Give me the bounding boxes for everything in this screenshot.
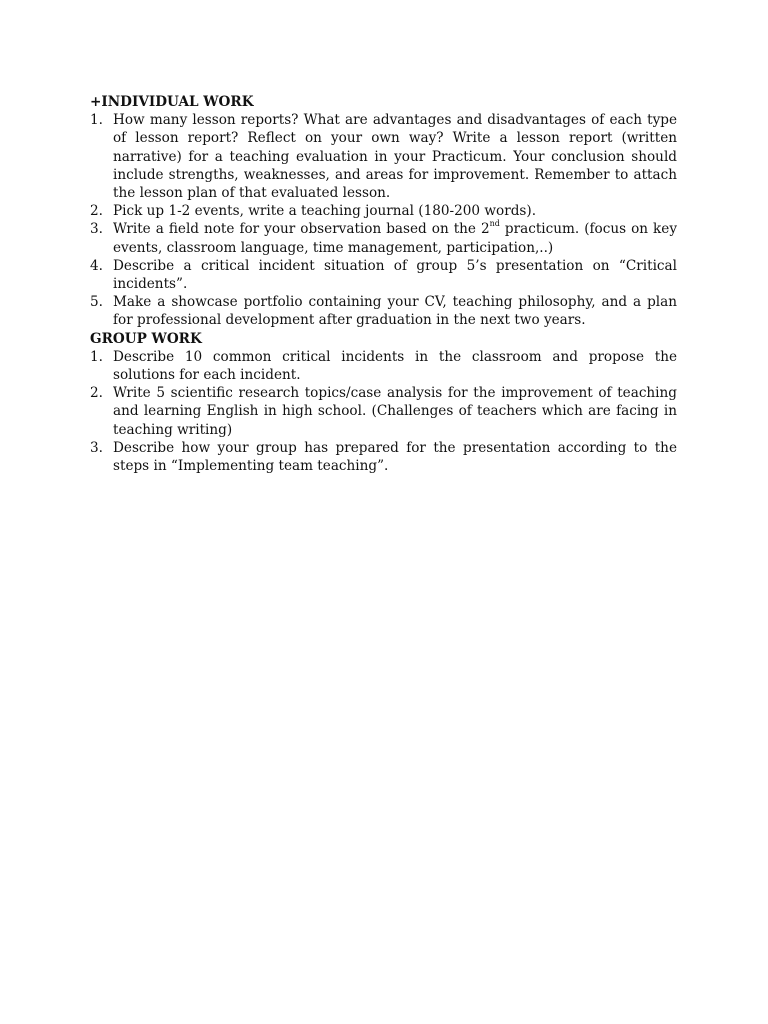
item-number: 4.: [90, 257, 103, 274]
list-item: [90, 202, 677, 220]
item-text: Describe how your group has prepared for the presentation according to the steps in “Implementing team teaching”.: [113, 439, 677, 475]
list-item: [90, 111, 677, 202]
item-text-start: Write a field note for your observation based on the 2: [113, 221, 490, 238]
item-number: 1.: [90, 112, 103, 129]
item-text: Write 5 scientific research topics/case analysis for the improvement of teaching and learning English in high school. (Challenges of teachers which are facing in teaching writing): [113, 385, 677, 438]
item-number: 3.: [90, 439, 103, 456]
item-number: 2.: [90, 385, 103, 402]
item-number: 5.: [90, 294, 103, 311]
list-item: [90, 220, 677, 256]
document-body: [90, 93, 677, 475]
list-item: [90, 439, 677, 475]
item-text: Describe 10 common critical incidents in the classroom and propose the solutions for each incident.: [113, 348, 677, 384]
item-text: Describe a critical incident situation of group 5’s presentation on “Critical incidents”.: [113, 257, 677, 293]
individual-work-heading: +INDIVIDUAL WORK: [90, 94, 254, 110]
item-text: Pick up 1-2 events, write a teaching journal (180-200 words).: [113, 203, 537, 220]
item-number: 1.: [90, 348, 103, 365]
group-work-list: [90, 348, 677, 475]
item-text: Make a showcase portfolio containing your CV, teaching philosophy, and a plan for professional development after graduation in the next two years.: [113, 294, 677, 329]
item-text-end: practicum. (focus on key events, classroom language, time management, participation,..): [113, 221, 677, 256]
list-item: [90, 384, 677, 439]
item-text: How many lesson reports? What are advantages and disadvantages of each type of lesson report? Reflect on your own way? Write a lesson report (written narrative) for a teaching evaluation in your Practicum. Your conclusion should include strengths, weaknesses, and areas for improvement. Remember to attach the lesson plan of that evaluated lesson.: [113, 112, 677, 202]
ordinal-superscript: nd: [489, 218, 500, 228]
list-item: [90, 293, 677, 329]
list-item: [90, 348, 677, 384]
group-work-heading: GROUP WORK: [90, 330, 202, 347]
item-number: 3.: [90, 221, 103, 238]
individual-work-list: [90, 111, 677, 329]
list-item: [90, 257, 677, 293]
item-number: 2.: [90, 203, 103, 220]
